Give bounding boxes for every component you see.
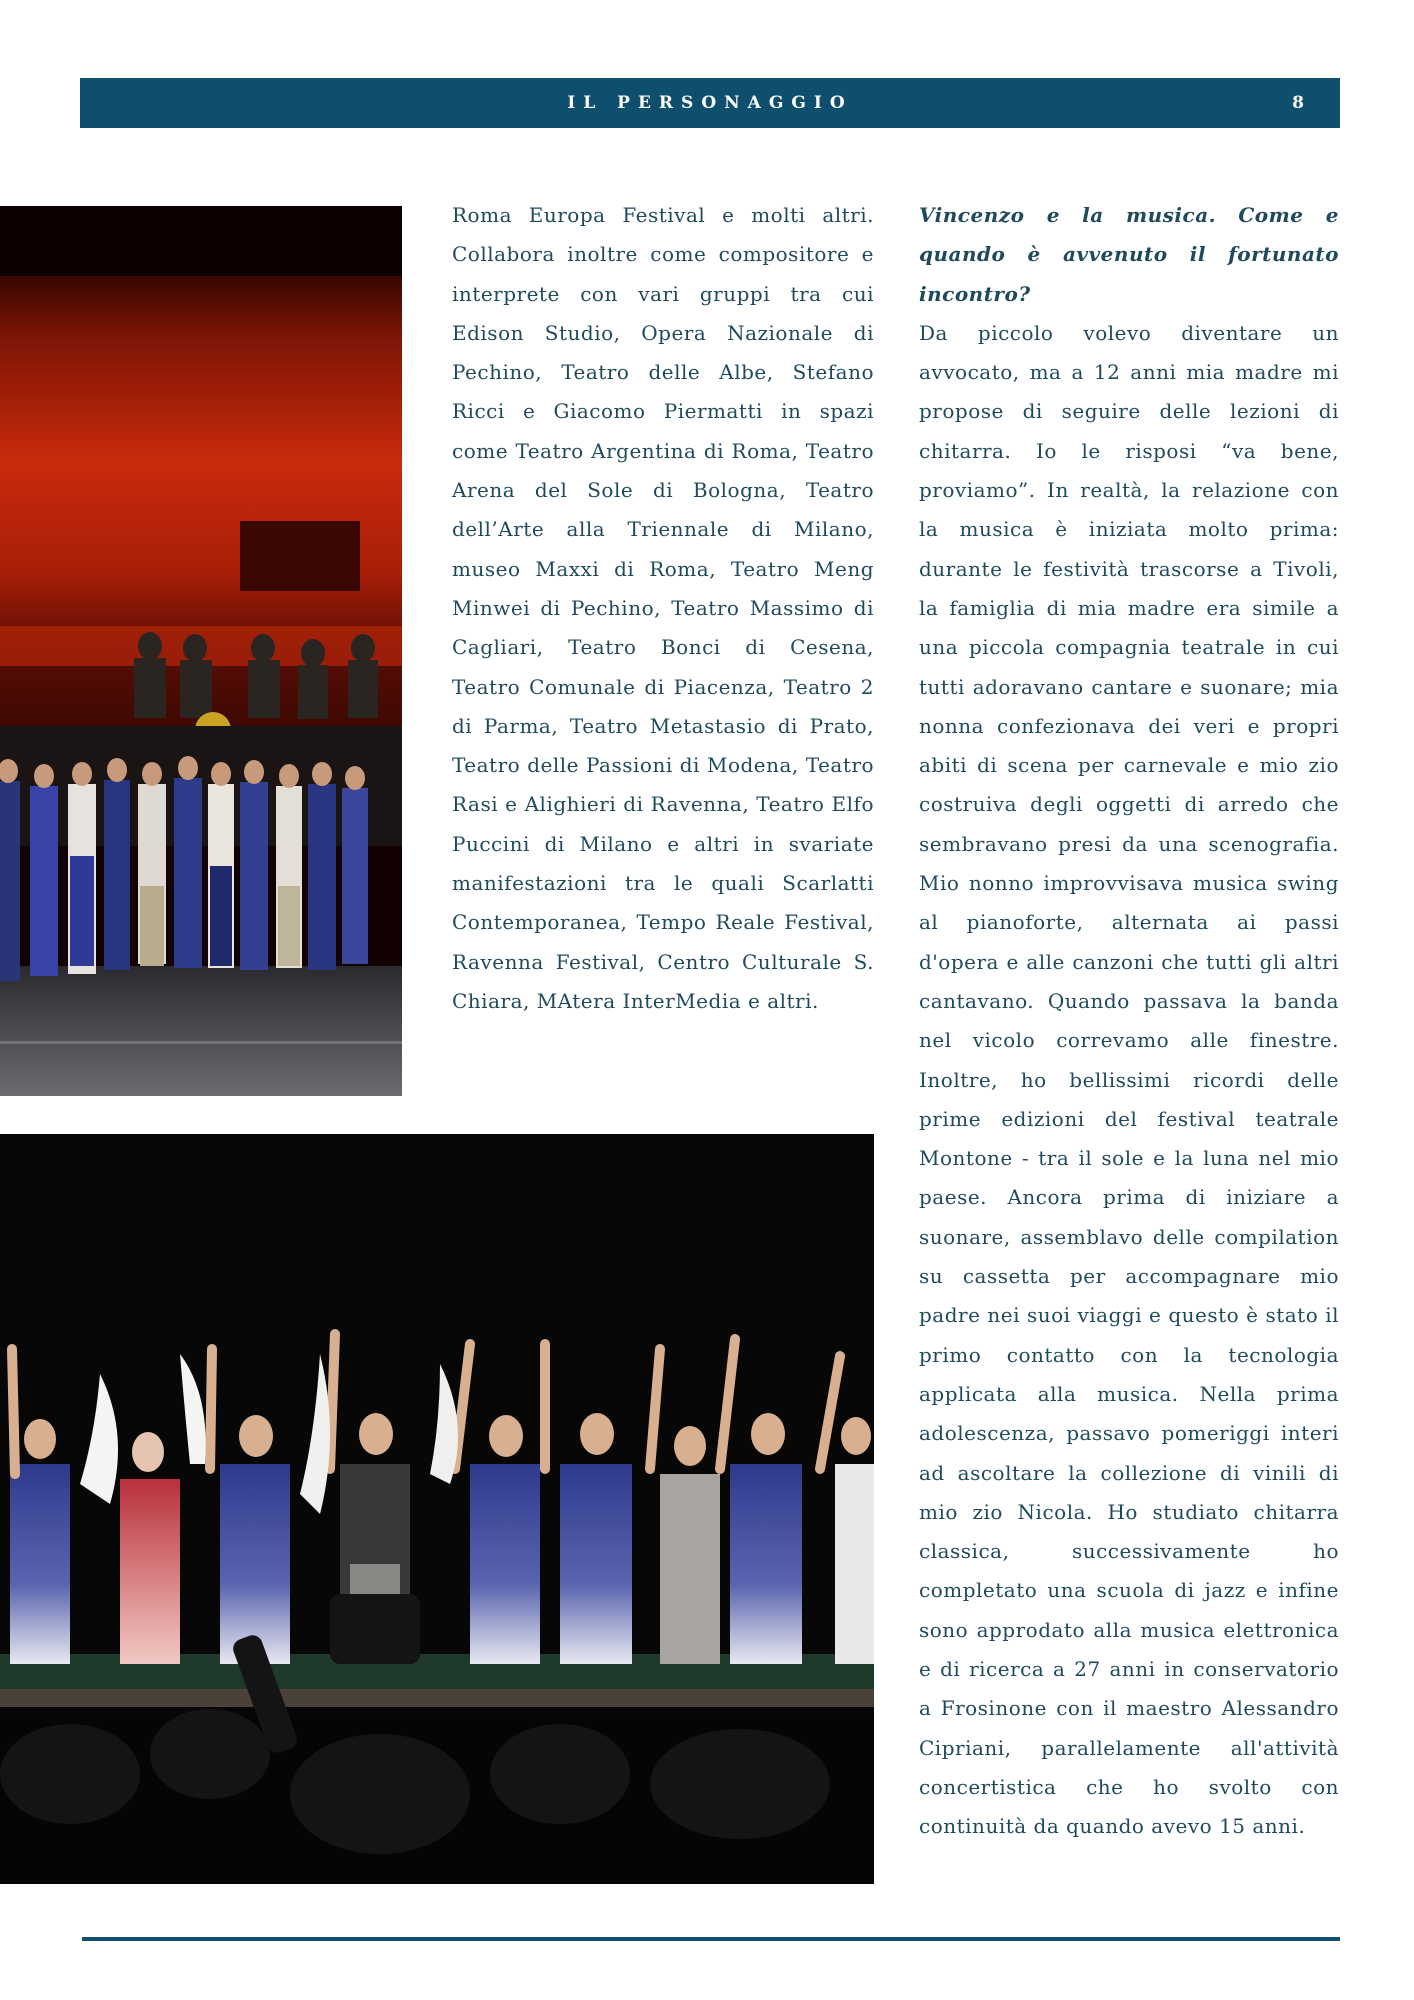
section-header bbox=[80, 78, 1340, 128]
interview-question: Vincenzo e la musica. Come e quando è avvenuto il fortunato incontro? bbox=[919, 203, 1339, 306]
photo-performers-curtain-call-image bbox=[0, 1134, 874, 1884]
article-column-middle bbox=[452, 196, 874, 1021]
photo-performers-red-wall-image bbox=[0, 206, 402, 1096]
article-paragraph-credits: Roma Europa Festival e molti altri. Collabora inoltre come compositore e interprete con vari gruppi tra cui Edison Studio, Opera Nazionale di Pechino, Teatro delle Albe, Stefano Ricci e Giacomo Piermatti in spazi come Teatro Argentina di Roma, Teatro Arena del Sole di Bologna, Teatro dell’Arte alla Triennale di Milano, museo Maxxi di Roma, Teatro Meng Minwei di Pechino, Teatro Massimo di Cagliari, Teatro Bonci di Cesena, Teatro Comunale di Piacenza, Teatro 2 di Parma, Teatro Metastasio di Prato, Teatro delle Passioni di Modena, Teatro Rasi e Alighieri di Ravenna, Teatro Elfo Puccini di Milano e altri in svariate manifestazioni tra le quali Scarlatti Contemporanea, Tempo Reale Festival, Ravenna Festival, Centro Culturale S. Chiara, MAtera InterMedia e altri. bbox=[452, 203, 874, 1013]
photo-performers-red-wall bbox=[0, 206, 402, 1096]
section-title: IL PERSONAGGIO bbox=[567, 93, 853, 113]
page-number: 8 bbox=[1292, 93, 1304, 113]
interview-answer: Da piccolo volevo diventare un avvocato, ma a 12 anni mia madre mi propose di seguire delle lezioni di chitarra. Io le risposi “va bene, proviamo”. In realtà, la relazione con la musica è iniziata molto prima: durante le festività trascorse a Tivoli, la famiglia di mia madre era simile a una piccola compagnia teatrale in cui tutti adoravano cantare e suonare; mia nonna confezionava dei veri e propri abiti di scena per carnevale e mio zio costruiva degli oggetti di arredo che sembravano presi da una scenografia. Mio nonno improvvisava musica swing al pianoforte, alternata ai passi d'opera e alle canzoni che tutti gli altri cantavano. Quando passava la banda nel vicolo correvamo alle finestre. Inoltre, ho bellissimi ricordi delle prime edizioni del festival teatrale Montone - tra il sole e la luna nel mio paese. Ancora prima di iniziare a suonare, assemblavo delle compilation su cassetta per accompagnare mio padre nei suoi viaggi e questo è stato il primo contatto con la tecnologia applicata alla musica. Nella prima adolescenza, passavo pomeriggi interi ad ascoltare la collezione di vinili di mio zio Nicola. Ho studiato chitarra classica, successivamente ho completato una scuola di jazz e infine sono approdato alla musica elettronica e di ricerca a 27 anni in conservatorio a Frosinone con il maestro Alessandro Cipriani, parallelamente all'attività concertistica che ho svolto con continuità da quando avevo 15 anni. bbox=[919, 320, 1339, 1839]
article-column-right bbox=[919, 196, 1339, 1846]
footer-divider bbox=[82, 1937, 1340, 1941]
photo-performers-curtain-call bbox=[0, 1134, 874, 1884]
